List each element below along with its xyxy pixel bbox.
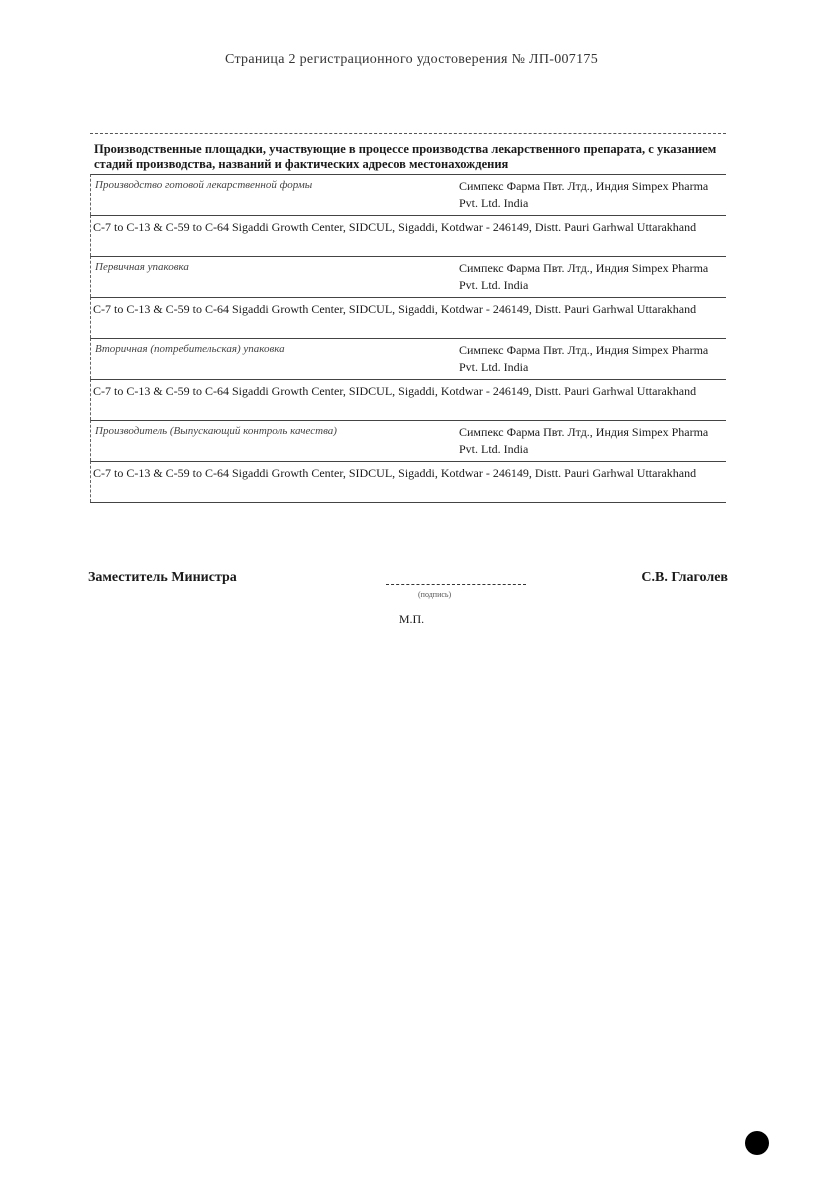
company-name: Симпекс Фарма Пвт. Лтд., Индия Simpex Pharma Pvt. Ltd. India	[459, 425, 709, 456]
signature-line	[386, 584, 526, 585]
stage-label: Вторичная (потребительская) упаковка	[95, 343, 285, 355]
stage-row	[90, 256, 726, 297]
address-text: C-7 to C-13 & C-59 to C-64 Sigaddi Growth Center, SIDCUL, Sigaddi, Kotdwar - 246149, Distt. Pauri Garhwal Uttarakhand	[93, 220, 697, 234]
stamp-label: М.П.	[398, 612, 425, 626]
signatory-name: С.В. Глаголев	[641, 570, 728, 585]
table-bottom-rule	[90, 502, 726, 503]
company-name: Симпекс Фарма Пвт. Лтд., Индия Simpex Pharma Pvt. Ltd. India	[459, 261, 709, 292]
stage-row	[90, 338, 726, 379]
page-header: Страница 2 регистрационного удостоверения № ЛП-007175	[224, 52, 598, 67]
address-text: C-7 to C-13 & C-59 to C-64 Sigaddi Growth Center, SIDCUL, Sigaddi, Kotdwar - 246149, Distt. Pauri Garhwal Uttarakhand	[93, 466, 697, 480]
stage-label: Первичная упаковка	[95, 261, 189, 273]
section-title: Производственные площадки, участвующие в процессе производства лекарственного препарата, с указанием стадий производства, названий и фактических адресов местонахождения	[90, 133, 726, 174]
production-sites-section	[90, 133, 726, 503]
stage-label: Производство готовой лекарственной формы	[95, 179, 313, 191]
address-row	[90, 215, 726, 256]
stage-row	[90, 420, 726, 461]
company-name: Симпекс Фарма Пвт. Лтд., Индия Simpex Pharma Pvt. Ltd. India	[459, 343, 709, 374]
corner-dot-mark	[745, 1131, 769, 1155]
signatory-title: Заместитель Министра	[88, 570, 237, 585]
address-text: C-7 to C-13 & C-59 to C-64 Sigaddi Growth Center, SIDCUL, Sigaddi, Kotdwar - 246149, Distt. Pauri Garhwal Uttarakhand	[93, 384, 697, 398]
stage-row	[90, 174, 726, 215]
address-row	[90, 297, 726, 338]
signature-caption: (подпись)	[418, 590, 452, 599]
company-name: Симпекс Фарма Пвт. Лтд., Индия Simpex Pharma Pvt. Ltd. India	[459, 179, 709, 210]
address-row	[90, 379, 726, 420]
address-row	[90, 461, 726, 502]
stage-label: Производитель (Выпускающий контроль качества)	[95, 425, 337, 437]
address-text: C-7 to C-13 & C-59 to C-64 Sigaddi Growth Center, SIDCUL, Sigaddi, Kotdwar - 246149, Distt. Pauri Garhwal Uttarakhand	[93, 302, 697, 316]
